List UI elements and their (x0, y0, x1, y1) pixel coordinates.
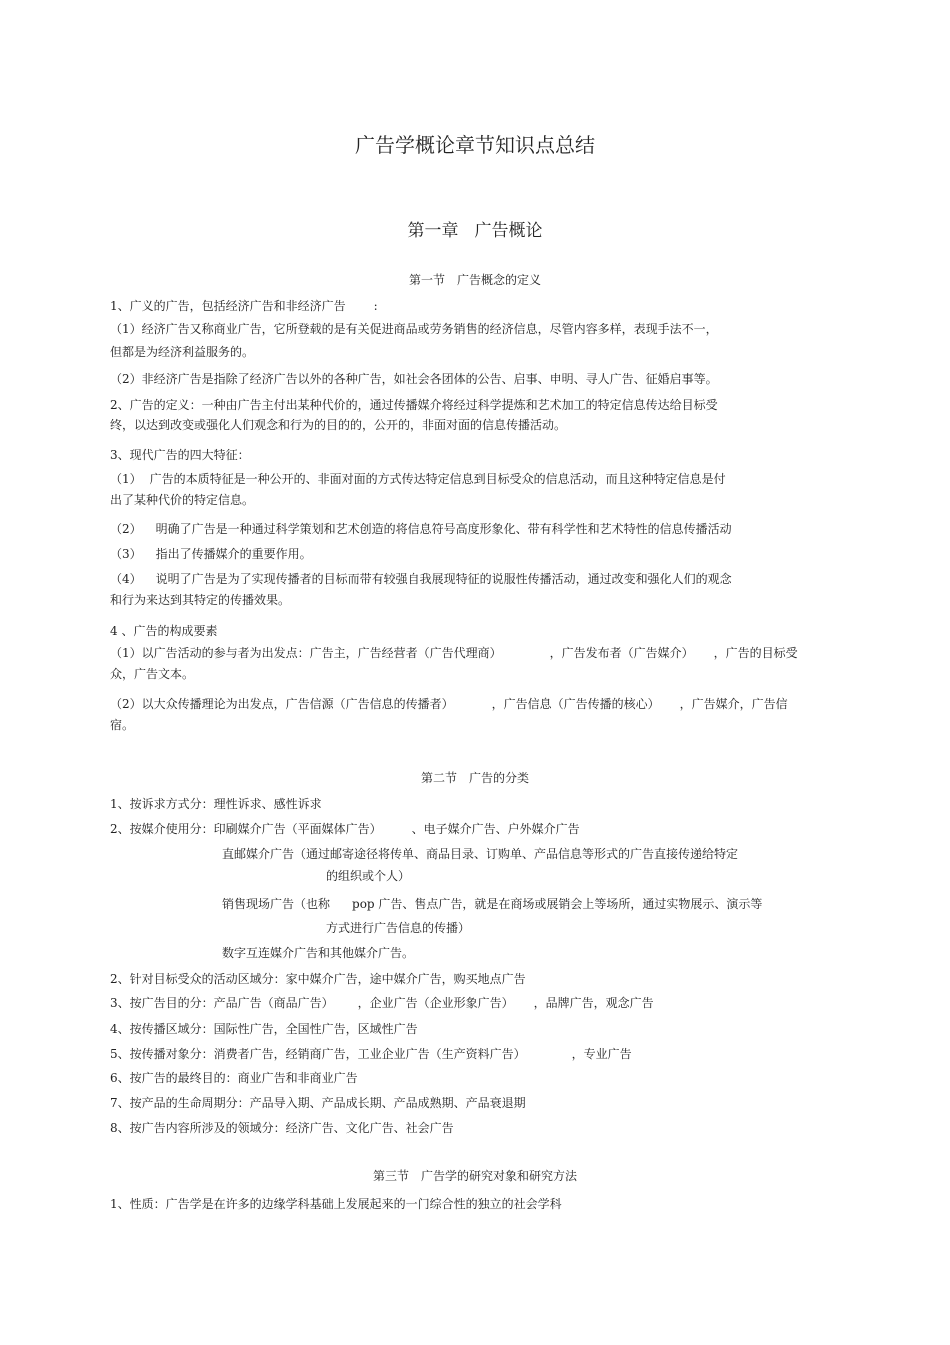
paragraph-line: （3） 指出了传播媒介的重要作用。 (110, 547, 312, 561)
paragraph-line: （1）经济广告又称商业广告，它所登载的是有关促进商品或劳务销售的经济信息，尽管内容多样，表现手法不一， (110, 322, 718, 336)
paragraph-line: 4 、广告的构成要素 (110, 624, 218, 638)
section-name: 广告学的研究对象和研究方法 (421, 1169, 578, 1183)
paragraph-line: （1） 广告的本质特征是一种公开的、非面对面的方式传达特定信息到目标受众的信息活动，而且这种特定信息是付 (110, 472, 726, 486)
paragraph-line: 1、广义的广告，包括经济广告和非经济广告 : (110, 299, 378, 313)
paragraph-line: 方式进行广告信息的传播） (326, 921, 471, 935)
section-label: 第一节 (408, 273, 445, 287)
paragraph-line: 宿。 (110, 718, 135, 732)
paragraph-line: 5、按传播对象分：消费者广告，经销商广告，工业企业广告（生产资料广告） ，专业广告 (110, 1047, 632, 1061)
section-name: 广告概念的定义 (457, 273, 542, 287)
section-label: 第二节 (420, 771, 457, 785)
chapter-label: 第一章 (407, 221, 459, 241)
paragraph-line: 6、按广告的最终目的：商业广告和非商业广告 (110, 1071, 358, 1085)
paragraph-line: （4） 说明了广告是为了实现传播者的目标而带有较强自我展现特征的说服性传播活动，通过改变和强化人们的观念 (110, 572, 732, 586)
paragraph-line: 出了某种代价的特定信息。 (110, 493, 255, 507)
chapter-name: 广告概论 (474, 221, 543, 241)
paragraph-line: （1）以广告活动的参与者为出发点：广告主，广告经营者（广告代理商） ，广告发布者（广告媒介） ，广告的目标受 (110, 646, 798, 660)
paragraph-line: 销售现场广告（也称 pop 广告、售点广告，就是在商场或展销会上等场所，通过实物展示、演示等 (222, 897, 763, 911)
paragraph-line: 的组织或个人） (326, 869, 411, 883)
paragraph-line: 3、按广告目的分：产品广告（商品广告） ，企业广告（企业形象广告） ，品牌广告，观念广告 (110, 996, 654, 1010)
paragraph-line: （2）以大众传播理论为出发点，广告信源（广告信息的传播者） ，广告信息（广告传播的核心） ，广告媒介，广告信 (110, 697, 788, 711)
paragraph-line: 7、按产品的生命周期分：产品导入期、产品成长期、产品成熟期、产品衰退期 (110, 1096, 526, 1110)
paragraph-line: 2、广告的定义：一种由广告主付出某种代价的，通过传播媒介将经过科学提炼和艺术加工的特定信息传达给目标受 (110, 398, 718, 412)
paragraph-line: 众，广告文本。 (110, 667, 195, 681)
paragraph-line: 数字互连媒介广告和其他媒介广告。 (222, 946, 415, 960)
paragraph-line: 3、现代广告的四大特征： (110, 448, 250, 462)
section-heading-3 (0, 1168, 950, 1184)
section-heading-1 (0, 272, 950, 288)
paragraph-line: 2、针对目标受众的活动区域分：家中媒介广告，途中媒介广告，购买地点广告 (110, 972, 526, 986)
section-heading-2 (0, 770, 950, 786)
paragraph-line: 和行为来达到其特定的传播效果。 (110, 593, 291, 607)
paragraph-line: （2）非经济广告是指除了经济广告以外的各种广告，如社会各团体的公告、启事、申明、寻人广告、征婚启事等。 (110, 372, 718, 386)
document-title: 广告学概论章节知识点总结 (355, 133, 595, 157)
chapter-heading (0, 220, 950, 242)
section-name: 广告的分类 (469, 771, 530, 785)
paragraph-line: 1、按诉求方式分：理性诉求、感性诉求 (110, 797, 322, 811)
paragraph-line: 2、按媒介使用分：印刷媒介广告（平面媒体广告） 、电子媒介广告、户外媒介广告 (110, 822, 580, 836)
paragraph-line: 8、按广告内容所涉及的领域分：经济广告、文化广告、社会广告 (110, 1121, 454, 1135)
paragraph-line: 但都是为经济利益服务的。 (110, 345, 255, 359)
paragraph-line: 终，以达到改变或强化人们观念和行为的目的的，公开的，非面对面的信息传播活动。 (110, 418, 567, 432)
paragraph-line: 4、按传播区域分：国际性广告，全国性广告，区域性广告 (110, 1022, 418, 1036)
paragraph-line: （2） 明确了广告是一种通过科学策划和艺术创造的将信息符号高度形象化、带有科学性和艺术特性的信息传播活动 (110, 522, 732, 536)
section-label: 第三节 (372, 1169, 409, 1183)
paragraph-line: 直邮媒介广告（通过邮寄途径将传单、商品目录、订购单、产品信息等形式的广告直接传递给特定 (222, 847, 739, 861)
paragraph-line: 1、性质：广告学是在许多的边缘学科基础上发展起来的一门综合性的独立的社会学科 (110, 1197, 562, 1211)
